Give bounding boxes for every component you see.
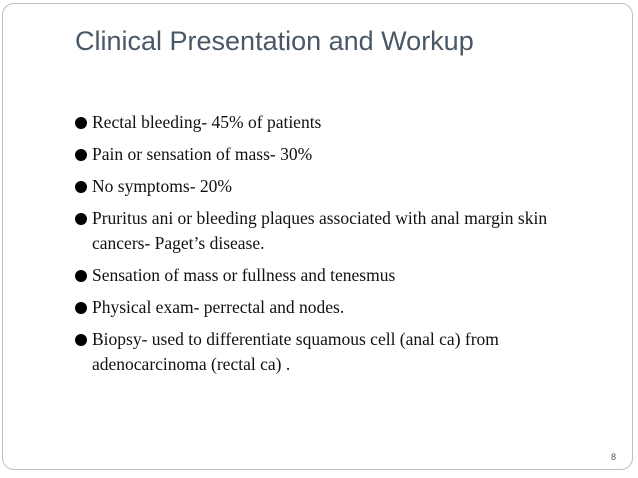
bullet-item <box>75 110 605 135</box>
bullet-item <box>75 295 605 320</box>
bullet-list <box>75 110 605 384</box>
bullet-item <box>75 174 605 199</box>
bullet-dot-icon <box>75 181 87 193</box>
bullet-dot-icon <box>75 270 87 282</box>
bullet-dot-icon <box>75 334 87 346</box>
bullet-item <box>75 206 605 256</box>
bullet-text: Pruritus ani or bleeding plaques associated with anal margin skin cancers- Paget’s disease. <box>92 208 548 253</box>
bullet-item <box>75 263 605 288</box>
bullet-text: Biopsy- used to differentiate squamous cell (anal ca) from adenocarcinoma (rectal ca) . <box>92 329 499 374</box>
bullet-text: Rectal bleeding- 45% of patients <box>92 112 322 132</box>
bullet-text: No symptoms- 20% <box>92 176 232 196</box>
bullet-dot-icon <box>75 213 87 225</box>
bullet-dot-icon <box>75 302 87 314</box>
bullet-text: Physical exam- perrectal and nodes. <box>92 297 345 317</box>
bullet-text: Pain or sensation of mass- 30% <box>92 144 313 164</box>
bullet-dot-icon <box>75 117 87 129</box>
bullet-item <box>75 142 605 167</box>
bullet-item <box>75 327 605 377</box>
slide-title: Clinical Presentation and Workup <box>75 26 474 56</box>
bullet-dot-icon <box>75 149 87 161</box>
page-number: 8 <box>611 452 617 462</box>
bullet-text: Sensation of mass or fullness and tenesmus <box>92 265 396 285</box>
slide-frame <box>2 3 633 470</box>
